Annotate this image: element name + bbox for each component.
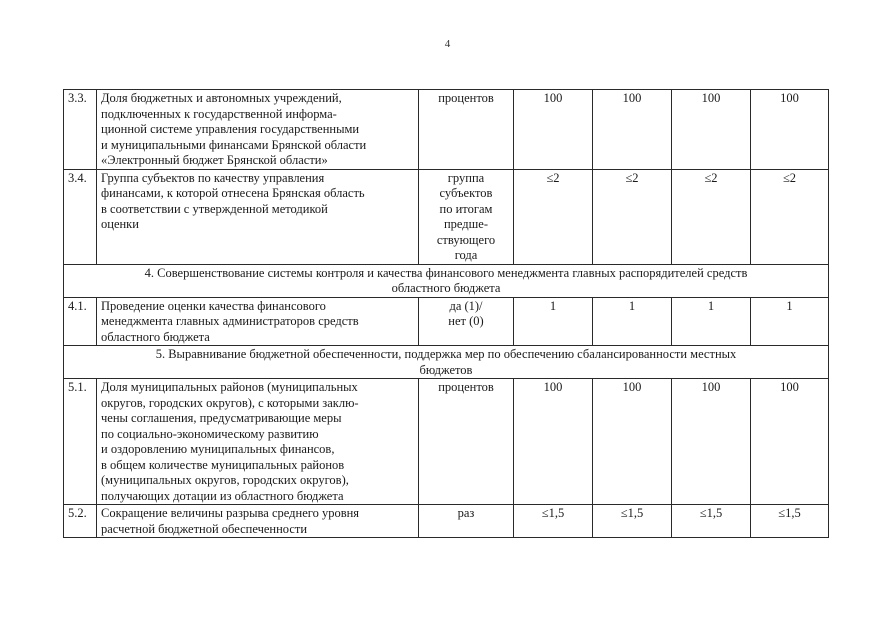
section-title-line: 4. Совершенствование системы контроля и качества финансового менеджмента главных распорядителей средств (144, 265, 748, 280)
indicator-value: 100 (751, 90, 829, 170)
table-row (64, 379, 829, 505)
indicator-name-line: в общем количестве муниципальных районов (101, 457, 345, 472)
unit-line: нет (0) (448, 314, 484, 328)
indicator-value: 1 (751, 297, 829, 346)
indicators-table (63, 89, 829, 538)
indicator-value: ≤2 (672, 169, 751, 264)
item-number: 3.3. (64, 90, 97, 170)
unit-line: субъектов (439, 186, 493, 200)
indicator-value: 1 (593, 297, 672, 346)
indicator-value: 1 (672, 297, 751, 346)
indicator-name-line: и оздоровлению муниципальных финансов, (101, 442, 335, 456)
indicator-name (97, 297, 419, 346)
indicator-name-line: (муниципальных округов, городских округов), (101, 473, 349, 487)
indicator-value: ≤1,5 (514, 505, 593, 538)
table-row (64, 505, 829, 538)
section-header-row (64, 346, 829, 379)
indicator-name-line: и муниципальными финансами Брянской области (101, 137, 367, 152)
indicator-name-line: оценки (101, 217, 139, 231)
indicator-value: 100 (672, 90, 751, 170)
item-number: 3.4. (64, 169, 97, 264)
indicator-value: 100 (593, 379, 672, 505)
indicator-name-line: «Электронный бюджет Брянской области» (101, 153, 328, 167)
section-title-line: бюджетов (419, 362, 473, 377)
indicator-name (97, 505, 419, 538)
section-header-row (64, 264, 829, 297)
unit-of-measure (419, 90, 514, 170)
indicator-name (97, 379, 419, 505)
indicator-value: 100 (514, 379, 593, 505)
unit-line: да (1)/ (449, 298, 483, 313)
indicator-name-line: Доля муниципальных районов (муниципальных (101, 380, 358, 394)
section-title-line: областного бюджета (391, 281, 501, 295)
indicator-name (97, 169, 419, 264)
item-number: 5.1. (64, 379, 97, 505)
indicator-name-line: Проведение оценки качества финансового (101, 298, 326, 313)
table-row (64, 90, 829, 170)
unit-line: процентов (438, 380, 494, 394)
unit-line: предше- (443, 217, 489, 231)
unit-line: года (454, 248, 478, 262)
indicator-name (97, 90, 419, 170)
indicator-value: ≤1,5 (751, 505, 829, 538)
unit-of-measure (419, 379, 514, 505)
unit-of-measure (419, 297, 514, 346)
indicator-name-line: получающих дотации из областного бюджета (101, 488, 344, 503)
indicator-name-line: менеджмента главных администраторов средств (101, 314, 359, 328)
unit-of-measure (419, 505, 514, 538)
indicator-name-line: расчетной бюджетной обеспеченности (101, 521, 308, 536)
indicator-name-line: финансами, к которой отнесена Брянская область (101, 186, 365, 200)
indicator-name-line: областного бюджета (101, 329, 210, 344)
table-row (64, 169, 829, 264)
item-number: 4.1. (64, 297, 97, 346)
indicator-name-line: Группа субъектов по качеству управления (101, 170, 325, 185)
unit-line: раз (457, 506, 475, 520)
section-title-line: 5. Выравнивание бюджетной обеспеченности, поддержка мер по обеспечению сбалансированности местных (155, 347, 737, 361)
section-title (64, 264, 829, 297)
indicator-name-line: по социально-экономическому развитию (101, 426, 319, 441)
unit-line: группа (447, 170, 485, 185)
indicator-value: 100 (751, 379, 829, 505)
item-number: 5.2. (64, 505, 97, 538)
unit-line: процентов (438, 91, 494, 105)
table-body (64, 90, 829, 538)
indicator-value: 100 (593, 90, 672, 170)
indicator-value: 100 (514, 90, 593, 170)
indicator-name-line: округов, городских округов), с которыми заклю- (101, 395, 359, 410)
indicator-value: 100 (672, 379, 751, 505)
unit-of-measure (419, 169, 514, 264)
indicator-name-line: в соответствии с утвержденной методикой (101, 201, 328, 216)
indicator-value: ≤1,5 (672, 505, 751, 538)
indicator-value: ≤2 (751, 169, 829, 264)
indicator-value: ≤2 (514, 169, 593, 264)
unit-line: ствующего (436, 232, 496, 247)
section-title (64, 346, 829, 379)
indicator-name-line: ционной системе управления государственными (101, 122, 360, 136)
page-number: 4 (444, 38, 451, 50)
indicator-value: 1 (514, 297, 593, 346)
table-row (64, 297, 829, 346)
indicator-value: ≤1,5 (593, 505, 672, 538)
indicator-value: ≤2 (593, 169, 672, 264)
indicator-name-line: чены соглашения, предусматривающие меры (101, 411, 342, 425)
indicator-name-line: Доля бюджетных и автономных учреждений, (101, 91, 342, 105)
unit-line: по итогам (439, 201, 493, 216)
indicator-name-line: Сокращение величины разрыва среднего уровня (101, 506, 360, 520)
indicator-name-line: подключенных к государственной информа- (101, 106, 337, 121)
